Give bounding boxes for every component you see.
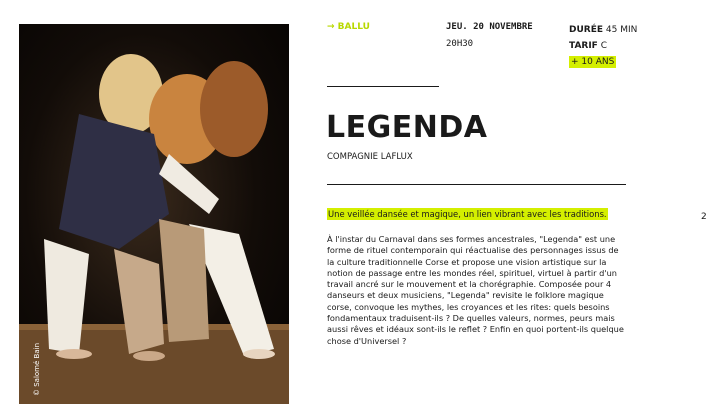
duration-label: DURÉE	[569, 25, 604, 35]
event-date: JEU. 20 NOVEMBRE	[446, 22, 533, 32]
event-time: 20H30	[446, 39, 474, 49]
price-row	[569, 38, 637, 54]
photo-credit: © Salomé Bain	[33, 342, 41, 396]
event-meta	[569, 22, 637, 70]
divider	[327, 86, 439, 87]
lead-highlight: Une veillée dansée et magique, un lien vibrant avec les traditions.	[328, 209, 607, 219]
duration-row	[569, 22, 637, 38]
duration-value: 45 MIN	[605, 25, 638, 35]
age-badge: + 10 ANS	[571, 57, 615, 67]
company-name: COMPAGNIE LAFLUX	[327, 152, 413, 162]
show-title: LEGENDA	[326, 110, 488, 145]
description-paragraph: À l'instar du Carnaval dans ses formes ancestrales, "Legenda" est une forme de rituel contemporain qui réactualise des personnages issus de la culture traditionnelle Corse et propose une vision artistique sur la notion de passage entre les mondes réel, spirituel, virtuel à partir d'un travail ancré sur le mouvement et la chorégraphie. Composée pour 4 danseurs et deux musiciens, "Legenda" revisite le folklore magique corse, convoque les mythes, les croyances et les rites: quels besoins fondamentaux traduisent-ils ? De quelles valeurs, normes, peurs mais aussi rêves et idéaux sont-ils le reflet ? Enfin en quoi portent-ils quelque chose d'Universel ?	[327, 234, 624, 346]
price-label: TARIF	[569, 41, 598, 51]
age-row	[569, 54, 637, 70]
price-value: C	[600, 41, 608, 51]
venue-link[interactable]: → BALLU	[327, 22, 370, 32]
page-number: 2	[701, 212, 707, 222]
dancers-illustration	[19, 24, 289, 404]
divider	[327, 184, 626, 185]
performance-photo	[19, 24, 289, 404]
